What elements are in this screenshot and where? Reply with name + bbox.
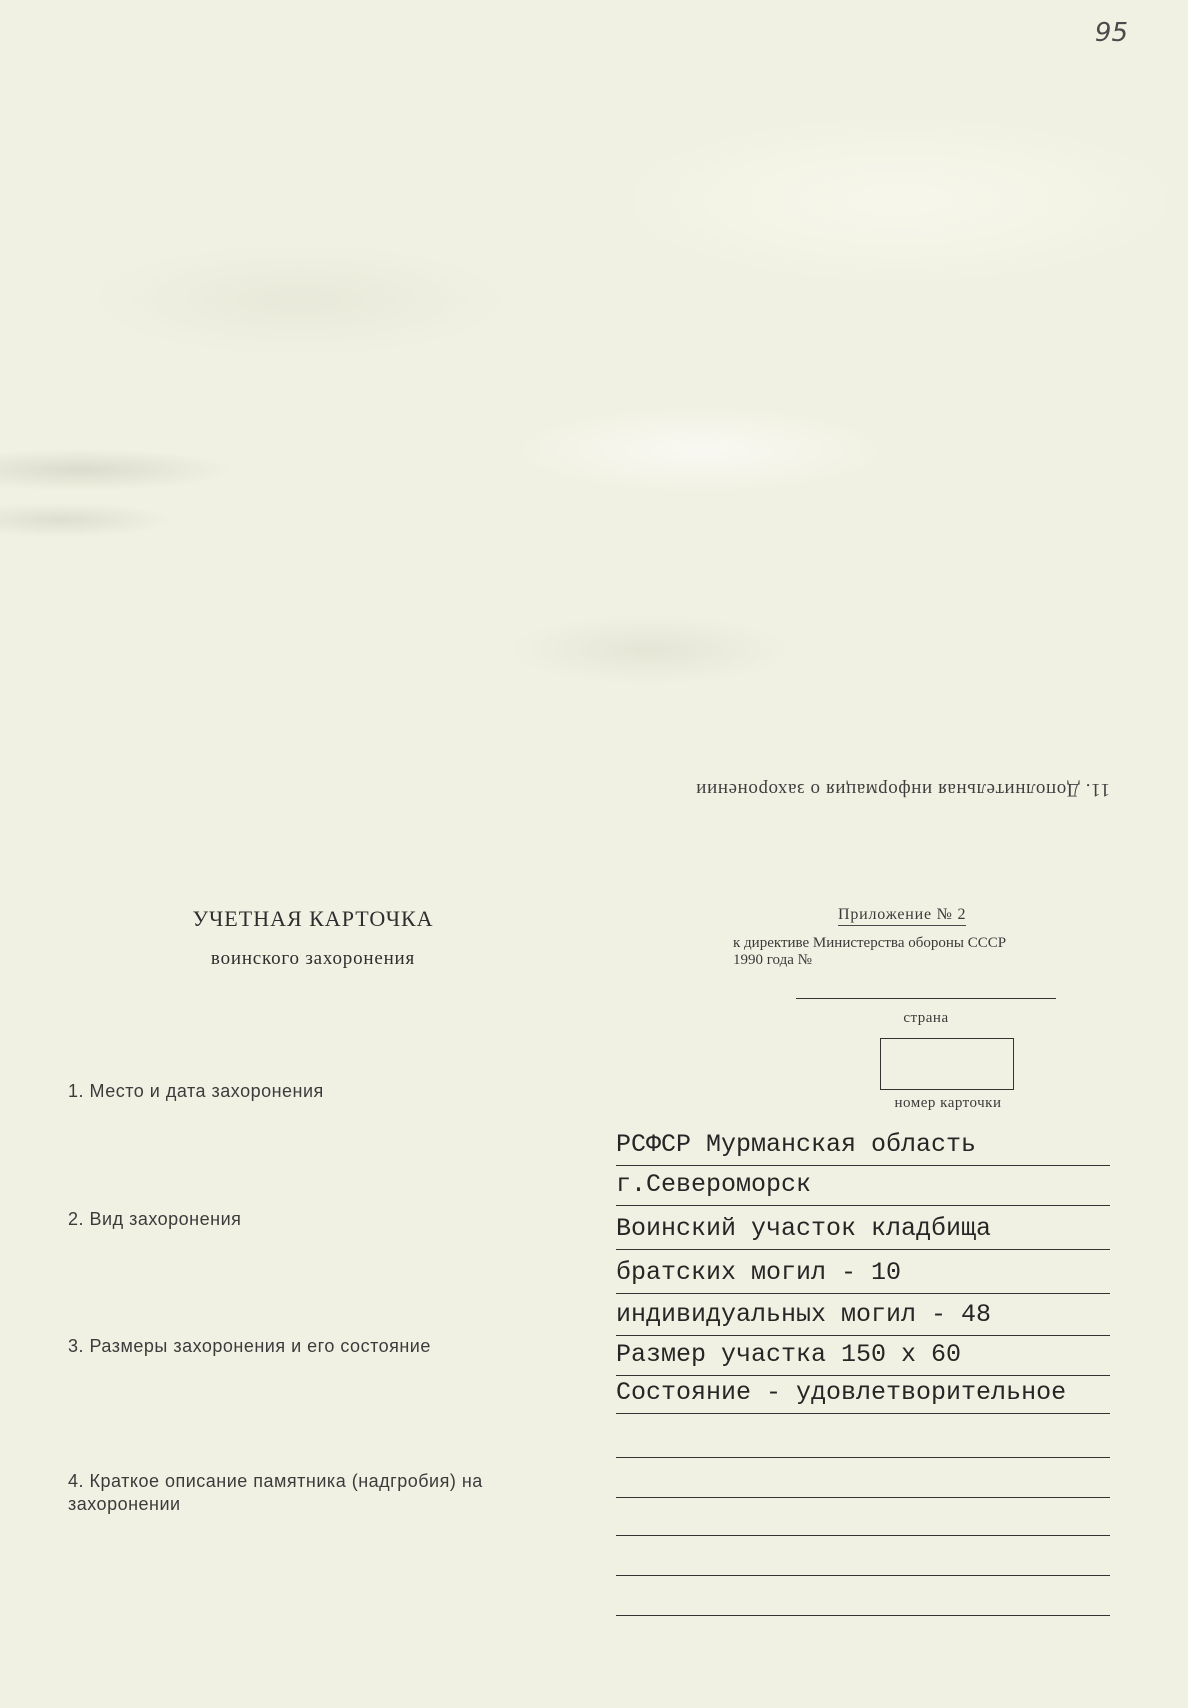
card-subtitle: воинского захоронения (210, 948, 416, 969)
country-field-line (796, 998, 1056, 999)
answer-line: братских могил - 10 (616, 1256, 1110, 1294)
appendix-label: Приложение № 2 (838, 906, 966, 926)
answer-line: г.Североморск (616, 1168, 1110, 1206)
card-title: УЧЕТНАЯ КАРТОЧКА (192, 906, 434, 931)
answer-line: Состояние - удовлетворительное (616, 1376, 1110, 1414)
upside-down-heading: 11. Дополнительная информация о захоронении (695, 779, 1110, 800)
answer-line (616, 1420, 1110, 1458)
answer-line: Размер участка 150 x 60 (616, 1338, 1110, 1376)
page-number: 95 (1094, 18, 1128, 48)
field-label-burial-size-condition: 3. Размеры захоронения и его состояние (68, 1336, 431, 1356)
card-number-box (880, 1038, 1014, 1090)
answer-line (616, 1578, 1110, 1616)
answer-line: РСФСР Мурманская область (616, 1128, 1110, 1166)
answer-line: Воинский участок кладбища (616, 1212, 1110, 1250)
country-label: страна (903, 1010, 949, 1026)
card-number-label: номер карточки (894, 1095, 1002, 1111)
directive-line-1: к директиве Министерства обороны СССР (733, 935, 1007, 951)
directive-reference (733, 935, 1006, 969)
answer-line (616, 1460, 1110, 1498)
answer-line (616, 1498, 1110, 1536)
field-label-burial-type: 2. Вид захоронения (68, 1209, 242, 1229)
directive-line-2: 1990 года № (733, 952, 812, 968)
field-label-burial-place-date: 1. Место и дата захоронения (68, 1081, 324, 1101)
answer-line: индивидуальных могил - 48 (616, 1298, 1110, 1336)
answer-line (616, 1538, 1110, 1576)
field-label-monument-description: 4. Краткое описание памятника (надгробия) на захоронении (68, 1471, 483, 1514)
